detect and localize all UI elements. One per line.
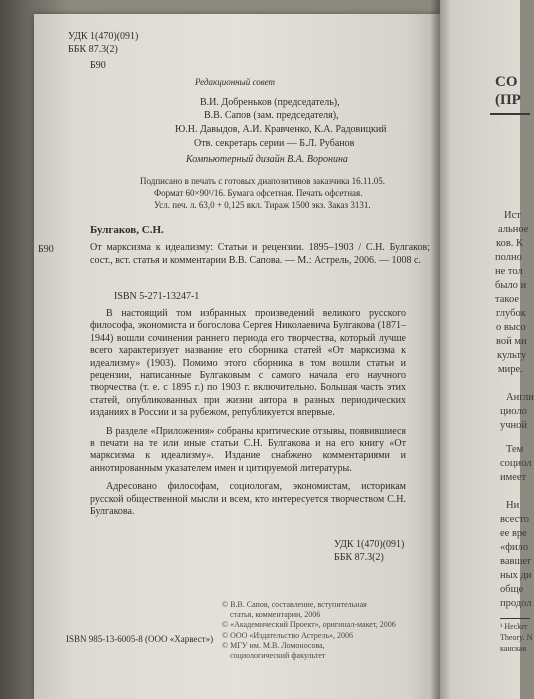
- board-line-2: В.В. Сапов (зам. председателя),: [204, 110, 339, 121]
- annotation-paragraph-3: Адресовано философам, социологам, экономистам, историкам русской общественной мысли и всем, кто интересуется творчеством С.Н. Булгакова.: [90, 481, 406, 518]
- print-info-3: Усл. печ. л. 63,0 + 0,125 вкл. Тираж 1500 экз. Заказ 3131.: [154, 200, 371, 210]
- board-line-4: Отв. секретарь серии — Б.Л. Рубанов: [194, 138, 355, 149]
- fragment: такое: [495, 294, 519, 305]
- fragment: альное: [498, 224, 529, 235]
- fragment: имеет: [500, 472, 527, 483]
- copyright-line-2: статья, комментарии, 2006: [230, 610, 321, 620]
- fragment: ков. К: [496, 238, 524, 249]
- right-page: [440, 0, 534, 699]
- fragment: социол: [500, 458, 532, 469]
- board-line-3: Ю.Н. Давыдов, А.И. Кравченко, К.А. Радовицкий: [175, 124, 387, 135]
- board-line-1: В.И. Добреньков (председатель),: [200, 97, 340, 108]
- footnote-line: канская: [500, 644, 527, 653]
- right-heading-2: (ПР: [495, 92, 521, 108]
- heading-rule: [490, 113, 530, 115]
- fragment: ных ди: [500, 570, 532, 581]
- fragment: о высо: [496, 322, 526, 333]
- fragment: Тем: [506, 444, 524, 455]
- fragment: Ни: [506, 500, 520, 511]
- print-info-2: Формат 60×90¹/16. Бумага офсетная. Печать офсетная.: [154, 188, 363, 198]
- fragment: учной: [500, 420, 528, 431]
- footnote-line: Theory. N: [500, 633, 533, 642]
- print-info-1: Подписано в печать с готовых диапозитивов заказчика 16.11.05.: [140, 176, 386, 186]
- footnote-rule: [500, 618, 530, 619]
- fragment: полно: [495, 252, 522, 263]
- fragment: циоло: [500, 406, 527, 417]
- author-name: Булгаков, С.Н.: [90, 224, 164, 236]
- udk-code-2: УДК 1(470)(091): [334, 539, 405, 550]
- fragment: было и: [495, 280, 527, 291]
- fragment: всесто: [500, 514, 529, 525]
- copyright-line-1: © В.В. Сапов, составление, вступительная: [222, 600, 367, 609]
- bbk-code: ББК 87.3(2): [68, 44, 118, 55]
- isbn-harvest: ISBN 985-13-6005-8 (ООО «Харвест»): [66, 634, 214, 644]
- fragment: вавшег: [500, 556, 532, 567]
- annotation: [90, 308, 406, 525]
- fragment: Ист: [504, 210, 521, 221]
- fragment: продол: [500, 598, 532, 609]
- fragment: вой ми: [496, 336, 527, 347]
- fragment: мире.: [498, 364, 523, 375]
- left-page: [34, 14, 440, 699]
- isbn: ISBN 5-271-13247-1: [114, 291, 200, 302]
- annotation-paragraph-1: В настоящий том избранных произведений великого русского философа, экономиста и богослова Сергея Николаевича Булгакова (1871–1944) вошли сочинения раннего периода его творчества, который лучше всего характеризует название его сборника статей «От марксизма к идеализму» (1903). Помимо этого сборника в том вошли статьи и рецензии, написанные Булгаковым с самого начала его научного творчества (т. е. с 1895 г.) по 1903 г. включительно. Большая часть этих статей, опубликованных при жизни автора в разных периодических изданиях в России и за рубежом, републикуется впервые.: [90, 308, 406, 419]
- copyright-line-4: © ООО «Издательство Астрель», 2006: [222, 630, 353, 640]
- book-description: От марксизма к идеализму: Статьи и рецензии. 1895–1903 / С.Н. Булгаков; сост., вст. статья и комментарии В.В. Сапова. — М.: Астрель, 2006. — 1008 с.: [90, 242, 430, 266]
- board-title: Редакционный совет: [195, 77, 276, 87]
- udk-code: УДК 1(470)(091): [68, 31, 139, 42]
- copyright-line-6: социологический факультет: [230, 651, 326, 661]
- fragment: глубок: [496, 308, 526, 319]
- catalog-code: Б90: [90, 60, 106, 71]
- fragment: Англи: [506, 392, 534, 403]
- fragment: обще: [500, 584, 524, 595]
- copyright-line-3: © «Академический Проект», оригинал-макет, 2006: [222, 620, 396, 630]
- fragment: ее вре: [500, 528, 527, 539]
- fragment: не тол: [495, 266, 523, 277]
- copyright-line-5: © МГУ им. М.В. Ломоносова,: [222, 640, 325, 650]
- fragment: «фило: [500, 542, 529, 553]
- bbk-code-2: ББК 87.3(2): [334, 552, 384, 563]
- catalog-code-2: Б90: [38, 244, 54, 255]
- right-heading-1: СО: [495, 74, 518, 90]
- copyright-block: [222, 600, 396, 661]
- footnote-line: ¹ Hecker: [500, 622, 528, 631]
- designer-line: Компьютерный дизайн В.А. Воронина: [186, 154, 348, 165]
- annotation-paragraph-2: В разделе «Приложения» собраны критические отзывы, появившиеся в печати на те или иные статьи С.Н. Булгакова и на его книгу «От марксизма к идеализму». Издание снабжено комментариями и аннотированным указателем имен и цитируемой литературы.: [90, 425, 406, 474]
- fragment: культу: [497, 350, 527, 361]
